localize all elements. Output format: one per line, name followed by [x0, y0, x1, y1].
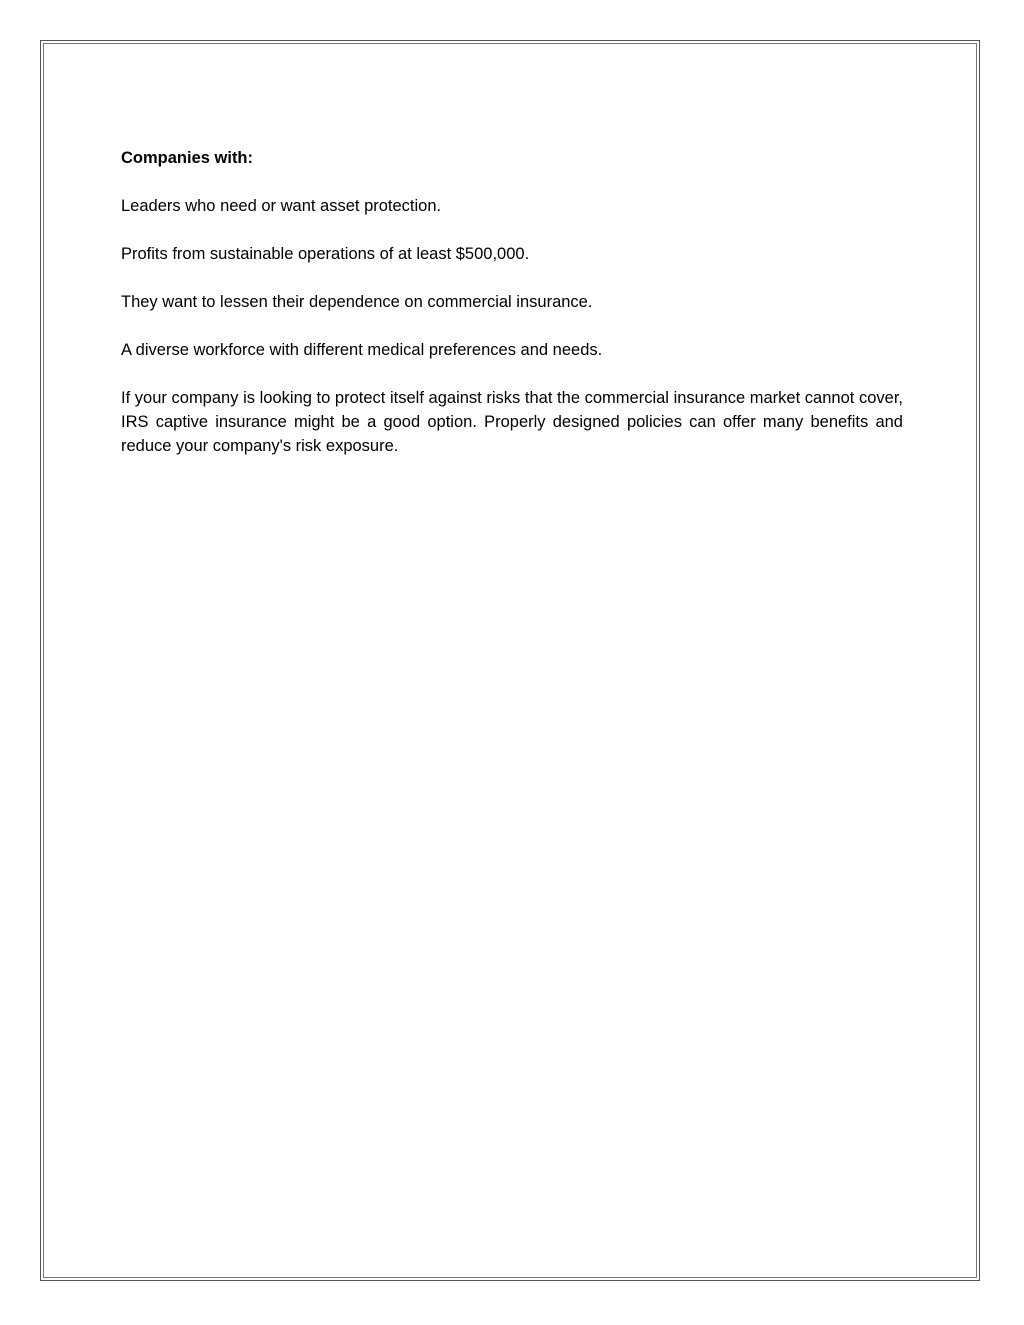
paragraph-workforce: A diverse workforce with different medical preferences and needs.: [121, 341, 603, 359]
paragraph-dependence: They want to lessen their dependence on commercial insurance.: [121, 293, 593, 311]
paragraph-asset-protection: Leaders who need or want asset protection.: [121, 197, 442, 215]
section-heading: Companies with:: [121, 149, 254, 167]
document-body: [121, 146, 903, 482]
paragraph-captive-insurance: If your company is looking to protect itself against risks that the commercial insurance market cannot cover, IRS captive insurance might be a good option. Properly designed policies can offer many benefits and reduce your company's risk exposure.: [121, 389, 903, 455]
paragraph-profits: Profits from sustainable operations of at least $500,000.: [121, 245, 530, 263]
